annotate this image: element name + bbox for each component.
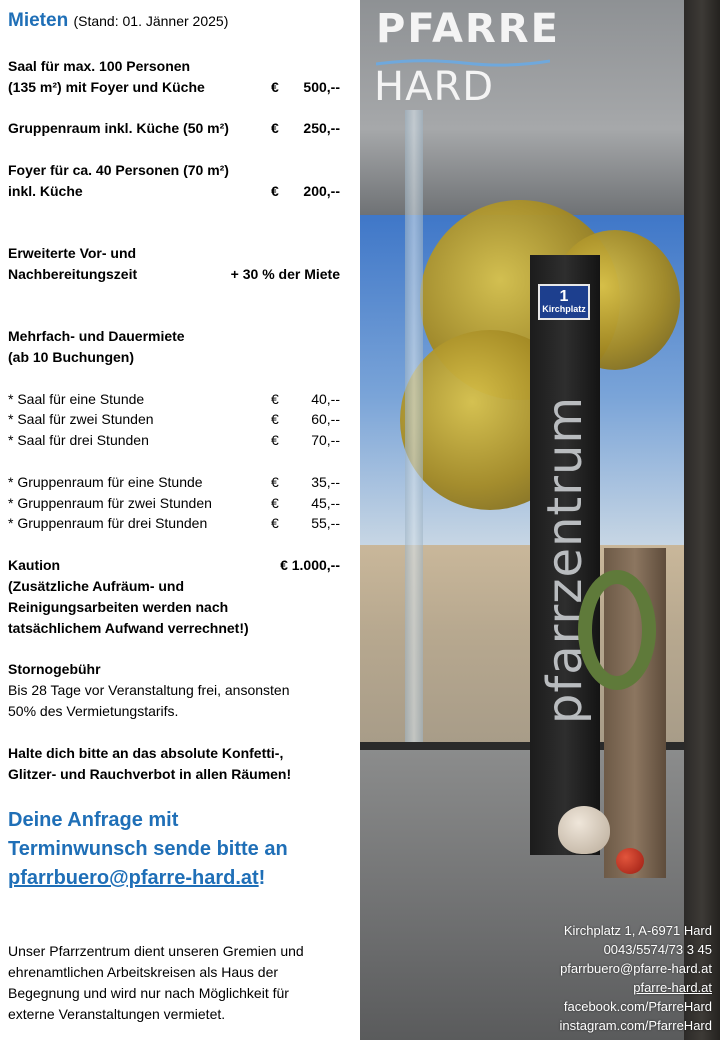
gruppenraum-price-row (8, 118, 340, 139)
ban-text-1: Halte dich bitte an das absolute Konfetti-, (8, 745, 284, 761)
deposit-note-3 (8, 618, 340, 639)
deposit-note-2 (8, 597, 340, 618)
multi-heading-2 (8, 347, 340, 368)
footer-line-4 (8, 1004, 340, 1025)
deposit-amount: € 1.000,-- (280, 557, 340, 573)
multi-item-amount: 40,-- (311, 391, 340, 407)
door-frame-right (684, 0, 720, 1040)
multi-item-currency: € (271, 495, 279, 511)
multi-item-label: * Saal für zwei Stunden (8, 411, 154, 427)
deposit-label: Kaution (8, 557, 61, 573)
apple (616, 848, 644, 874)
ban-line-2 (8, 764, 340, 785)
sign-street: Kirchplatz (542, 304, 586, 314)
storno-text-1: Bis 28 Tage vor Veranstaltung frei, ansonsten (8, 682, 290, 698)
multi-item-currency: € (271, 515, 279, 531)
multi-item-label: * Saal für drei Stunden (8, 432, 149, 448)
foyer-label-1: Foyer für ca. 40 Personen (70 m²) (8, 162, 229, 178)
pillar-lettering: pfarrzentrum (537, 395, 593, 725)
multi-heading-text-1: Mehrfach- und Dauermiete (8, 328, 185, 344)
sign-number: 1 (559, 288, 569, 305)
deposit-note-text-3: tatsächlichem Aufwand verrechnet!) (8, 620, 249, 636)
multi-item-label: * Gruppenraum für zwei Stunden (8, 495, 212, 511)
multi-item-row (8, 409, 340, 430)
multi-item-currency: € (271, 411, 279, 427)
multi-item-label: * Saal für eine Stunde (8, 391, 145, 407)
multi-item-currency: € (271, 432, 279, 448)
saal-price-row (8, 77, 340, 98)
storno-line-1 (8, 680, 340, 701)
multi-item-currency: € (271, 474, 279, 490)
extended-line1 (8, 243, 340, 264)
saal-currency: € (271, 79, 279, 95)
ban-text-2: Glitzer- und Rauchverbot in allen Räumen! (8, 766, 292, 782)
saal-label-2: (135 m²) mit Foyer und Küche (8, 79, 205, 95)
storno-heading-text: Stornogebühr (8, 661, 101, 677)
cta-line-3 (8, 864, 265, 892)
logo-pfarre: PFARRE (376, 6, 560, 52)
saal-label-1: Saal für max. 100 Personen (8, 58, 191, 74)
multi-item-row (8, 472, 340, 493)
multi-item-currency: € (271, 391, 279, 407)
contact-instagram[interactable]: instagram.com/PfarreHard (559, 1018, 712, 1033)
footer-text-3: Begegnung und wird nur nach Möglichkeit für (8, 985, 289, 1001)
extended-row (8, 264, 340, 285)
multi-item-amount: 60,-- (311, 411, 340, 427)
multi-heading-1 (8, 326, 340, 347)
contact-address: Kirchplatz 1, A-6971 Hard (563, 923, 712, 938)
multi-item-row (8, 513, 340, 534)
footer-line-3 (8, 983, 340, 1004)
cta-line-2: Terminwunsch sende bitte an (8, 838, 288, 860)
footer-line-2 (8, 962, 340, 983)
saal-amount: 500,-- (303, 79, 340, 95)
foyer-currency: € (271, 183, 279, 199)
footer-text-1: Unser Pfarrzentrum dient unseren Gremien und (8, 943, 304, 959)
logo-hard: HARD (374, 64, 495, 110)
multi-heading-text-2: (ab 10 Buchungen) (8, 349, 135, 365)
multi-item-amount: 45,-- (311, 495, 340, 511)
wreath (578, 570, 656, 690)
storno-line-2 (8, 701, 340, 722)
glass-column (405, 110, 423, 750)
footer-text-4: externe Veranstaltungen vermietet. (8, 1006, 226, 1022)
deposit-row (8, 555, 340, 576)
entrance-photo (360, 0, 720, 1040)
deposit-note-text-2: Reinigungsarbeiten werden nach (8, 599, 229, 615)
footer-text-2: ehrenamtlichen Arbeitskreisen als Haus der (8, 964, 279, 980)
contact-email[interactable]: pfarrbuero@pfarre-hard.at (560, 961, 712, 976)
extended-value: + 30 % der Miete (230, 266, 340, 282)
multi-item-label: * Gruppenraum für drei Stunden (8, 515, 208, 531)
multi-item-label: * Gruppenraum für eine Stunde (8, 474, 203, 490)
website-link[interactable]: pfarre-hard.at (633, 980, 712, 995)
title-text: Mieten (8, 10, 69, 31)
multi-item-row (8, 493, 340, 514)
cta-line-1: Deine Anfrage mit (8, 809, 179, 831)
heart-stone (558, 806, 610, 854)
saal-price-line1 (8, 56, 340, 77)
extended-label-2: Nachbereitungszeit (8, 266, 138, 282)
house-number-sign (538, 284, 590, 320)
gruppenraum-currency: € (271, 120, 279, 136)
multi-item-amount: 70,-- (311, 432, 340, 448)
contact-web (633, 978, 712, 998)
storno-text-2: 50% des Vermietungstarifs. (8, 703, 179, 719)
extended-label-1: Erweiterte Vor- und (8, 245, 137, 261)
foyer-price-row (8, 181, 340, 202)
storno-heading (8, 659, 340, 680)
ban-line-1 (8, 743, 340, 764)
contact-phone: 0043/5574/73 3 45 (603, 942, 712, 957)
gruppenraum-label: Gruppenraum inkl. Küche (50 m²) (8, 120, 229, 136)
stand-date: (Stand: 01. Jänner 2025) (73, 13, 229, 29)
multi-item-row (8, 389, 340, 410)
multi-item-amount: 35,-- (311, 474, 340, 490)
multi-item-row (8, 430, 340, 451)
deposit-note-text-1: (Zusätzliche Aufräum- und (8, 578, 185, 594)
multi-item-amount: 55,-- (311, 515, 340, 531)
foyer-label-2: inkl. Küche (8, 183, 83, 199)
contact-facebook[interactable]: facebook.com/PfarreHard (563, 999, 712, 1014)
gruppenraum-amount: 250,-- (303, 120, 340, 136)
footer-line-1 (8, 941, 340, 962)
foyer-price-line1 (8, 160, 340, 181)
foyer-amount: 200,-- (303, 183, 340, 199)
cta-suffix: ! (258, 867, 266, 889)
deposit-note-1 (8, 576, 340, 597)
cta-email-link[interactable]: pfarrbuero@pfarre-hard.at (8, 867, 259, 889)
page-title (8, 10, 228, 32)
